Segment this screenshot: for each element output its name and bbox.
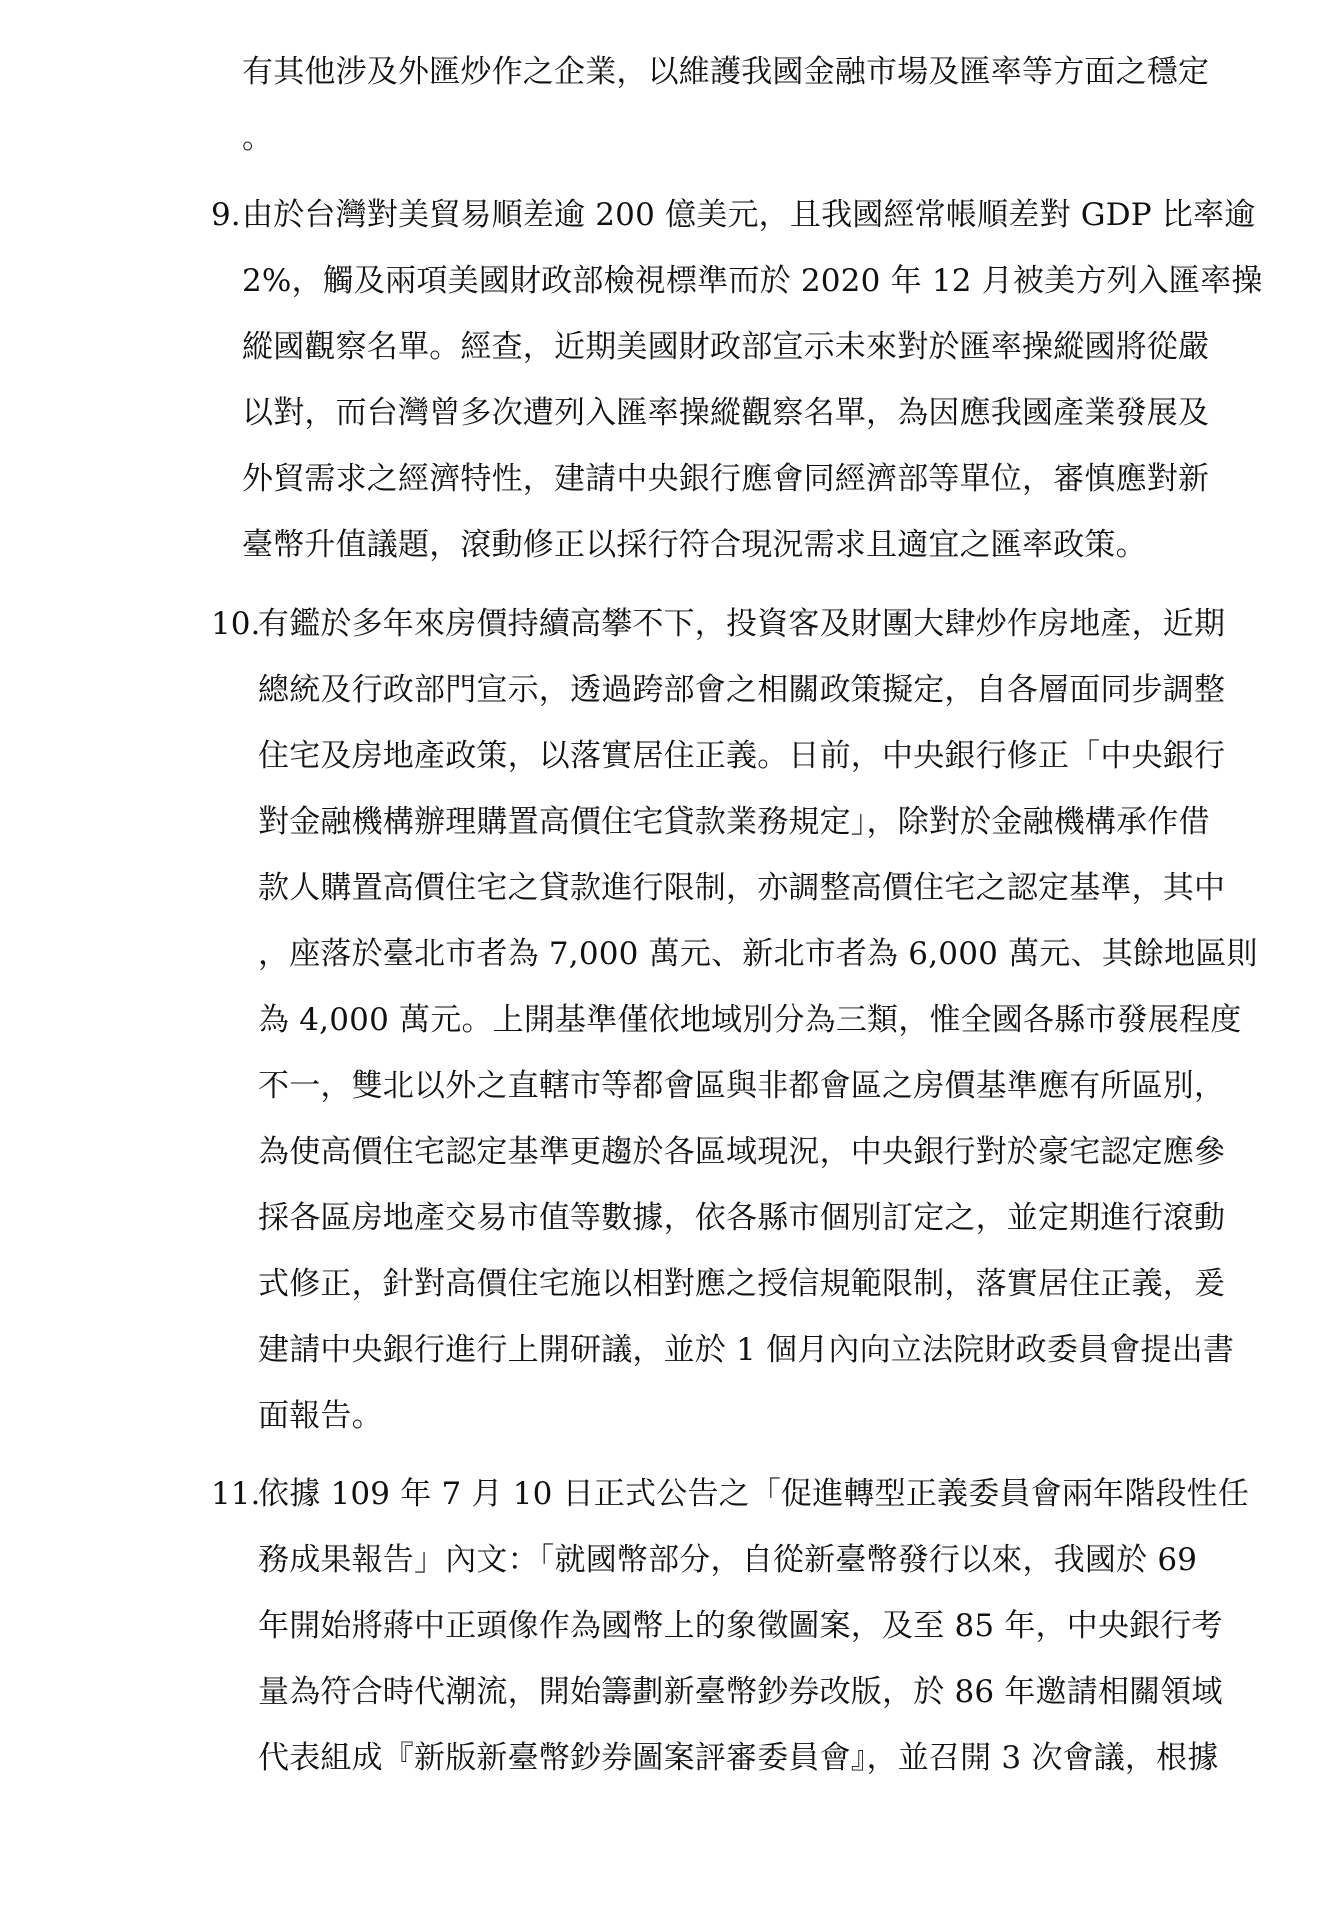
item-line: 採各區房地產交易市值等數據，依各縣市個別訂定之，並定期進行滾動	[258, 1200, 1226, 1236]
item-line: 為使高價住宅認定基準更趨於各區域現況，中央銀行對於豪宅認定應參	[258, 1134, 1226, 1170]
item-line: 依據 109 年 7 月 10 日正式公告之「促進轉型正義委員會兩年階段性任	[258, 1476, 1250, 1512]
item-line: 年開始將蔣中正頭像作為國幣上的象徵圖案，及至 85 年，中央銀行考	[258, 1608, 1223, 1644]
item-line: 以對，而台灣曾多次遭列入匯率操縱觀察名單，為因應我國產業發展及	[242, 395, 1210, 431]
item-line: ，座落於臺北市者為 7,000 萬元、新北市者為 6,000 萬元、其餘地區則	[258, 936, 1258, 972]
item-line: 臺幣升值議題，滾動修正以採行符合現況需求且適宜之匯率政策。	[242, 527, 1147, 563]
item-line: 面報告。	[258, 1398, 383, 1434]
item-line: 總統及行政部門宣示，透過跨部會之相關政策擬定，自各層面同步調整	[258, 672, 1226, 708]
item-line: 外貿需求之經濟特性，建請中央銀行應會同經濟部等單位，審慎應對新	[242, 461, 1210, 497]
item-line: 式修正，針對高價住宅施以相對應之授信規範限制，落實居住正義，爰	[258, 1266, 1226, 1302]
intro-line: 有其他涉及外匯炒作之企業，以維護我國金融市場及匯率等方面之穩定	[242, 54, 1210, 90]
item-line: 代表組成『新版新臺幣鈔券圖案評審委員會』，並召開 3 次會議，根據	[258, 1740, 1219, 1776]
intro-line: 。	[242, 120, 274, 156]
item-line: 住宅及房地產政策，以落實居住正義。日前，中央銀行修正「中央銀行	[258, 738, 1226, 774]
item-line: 建請中央銀行進行上開研議，並於 1 個月內向立法院財政委員會提出書	[258, 1332, 1235, 1368]
item-line: 2%，觸及兩項美國財政部檢視標準而於 2020 年 12 月被美方列入匯率操	[242, 263, 1263, 299]
item-number: 11.	[211, 1476, 261, 1512]
item-line: 有鑑於多年來房價持續高攀不下，投資客及財團大肆炒作房地產，近期	[258, 606, 1226, 642]
item-line: 務成果報告」內文：「就國幣部分，自從新臺幣發行以來，我國於 69	[258, 1542, 1198, 1578]
item-line: 為 4,000 萬元。上開基準僅依地域別分為三類，惟全國各縣市發展程度	[258, 1002, 1242, 1038]
item-line: 縱國觀察名單。經查，近期美國財政部宣示未來對於匯率操縱國將從嚴	[242, 329, 1210, 365]
item-number: 9.	[211, 197, 241, 233]
item-line: 對金融機構辦理購置高價住宅貸款業務規定」，除對於金融機構承作借	[258, 804, 1210, 840]
item-number: 10.	[211, 606, 261, 642]
item-line: 不一，雙北以外之直轄市等都會區與非都會區之房價基準應有所區別，	[258, 1068, 1226, 1104]
item-line: 量為符合時代潮流，開始籌劃新臺幣鈔券改版，於 86 年邀請相關領域	[258, 1674, 1223, 1710]
item-line: 款人購置高價住宅之貸款進行限制，亦調整高價住宅之認定基準，其中	[258, 870, 1226, 906]
item-line: 由於台灣對美貿易順差逾 200 億美元，且我國經常帳順差對 GDP 比率逾	[242, 197, 1256, 233]
